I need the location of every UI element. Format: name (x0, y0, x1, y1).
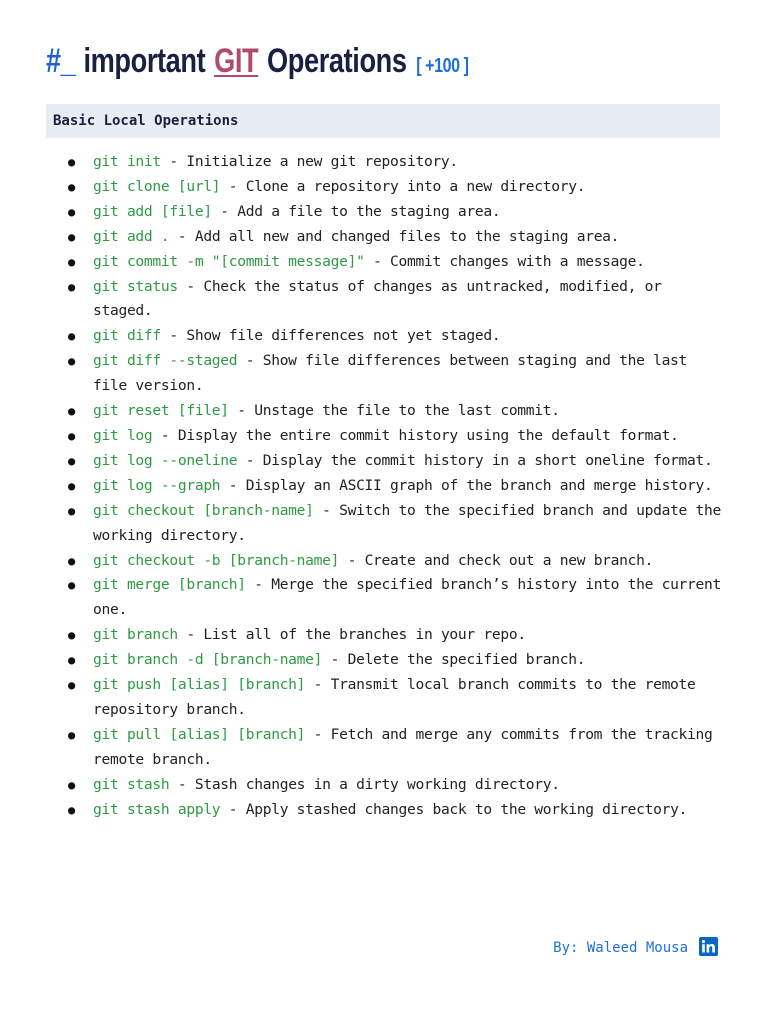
command-description: - Show file differences between staging and the last file version. (93, 352, 688, 395)
command-code: git push [alias] [branch] (93, 676, 306, 694)
command-description: - Commit changes with a message. (364, 252, 645, 270)
command-list-item (93, 225, 721, 250)
command-code: git checkout [branch-name] (93, 501, 314, 519)
command-description: - Unstage the file to the last commit. (228, 402, 560, 420)
command-description: - Merge the specified branch’s history into the current one. (93, 576, 721, 619)
command-list-item (93, 399, 721, 424)
command-description: - Fetch and merge any commits from the tracking remote branch. (93, 725, 713, 768)
title-word-git: GIT (214, 42, 259, 80)
command-code: git status (93, 277, 178, 295)
command-description: - Add a file to the staging area. (211, 202, 501, 220)
author-byline: By: Waleed Mousa (553, 940, 688, 956)
command-list-item (93, 648, 721, 673)
title-hash: #_ (46, 42, 76, 80)
command-list-item (93, 723, 721, 773)
command-list-item (93, 474, 721, 499)
command-code: git diff --staged (93, 352, 238, 370)
command-code: git branch (93, 626, 178, 644)
command-list-item (93, 549, 721, 574)
command-code: git add [file] (93, 202, 212, 220)
command-list-item (93, 449, 721, 474)
command-description: - Clone a repository into a new directory. (220, 177, 586, 195)
command-description: - Initialize a new git repository. (160, 153, 458, 170)
title-word-important: important (83, 42, 206, 80)
command-description: - Display an ASCII graph of the branch and merge history. (220, 476, 713, 494)
command-list-item (93, 573, 721, 623)
command-description: - Display the commit history in a short oneline format. (237, 451, 713, 469)
section-title: Basic Local Operations (53, 113, 239, 129)
command-description: - Switch to the specified branch and update the working directory. (93, 501, 721, 544)
command-list-item (93, 424, 721, 449)
command-code: git log --graph (93, 476, 221, 494)
command-description: - Transmit local branch commits to the remote repository branch. (93, 676, 696, 718)
command-description: - Create and check out a new branch. (339, 551, 654, 569)
command-list-item (93, 200, 721, 225)
command-code: git log (93, 426, 153, 444)
command-list-item (93, 349, 721, 399)
command-code: git merge [branch] (93, 576, 246, 594)
command-description: - Apply stashed changes back to the working directory. (220, 800, 688, 818)
command-description: - Stash changes in a dirty working directory. (169, 775, 560, 793)
section-header (46, 104, 720, 138)
title-count-badge: [ +100 ] (416, 55, 469, 77)
page-title (46, 42, 469, 92)
command-code: git pull [alias] [branch] (93, 725, 306, 743)
command-list-item (93, 250, 721, 275)
command-description: - Show file differences not yet staged. (160, 327, 501, 345)
command-list (93, 150, 721, 822)
command-list-item (93, 773, 721, 798)
command-code: git add . (93, 227, 170, 245)
command-description: - Delete the specified branch. (322, 651, 586, 669)
command-list-item (93, 175, 721, 200)
command-description: - Add all new and changed files to the staging area. (169, 227, 620, 245)
command-code: git reset [file] (93, 402, 229, 420)
command-list-item (93, 150, 721, 175)
command-description: - List all of the branches in your repo. (177, 626, 526, 644)
command-code: git checkout -b [branch-name] (93, 551, 340, 569)
command-list-item (93, 673, 721, 723)
title-word-operations: Operations (267, 42, 407, 80)
linkedin-icon[interactable] (699, 937, 718, 956)
command-code: git stash (93, 775, 170, 793)
command-code: git log --oneline (93, 451, 238, 469)
command-list-item (93, 499, 721, 549)
command-code: git stash apply (93, 800, 221, 818)
command-list-item (93, 798, 721, 823)
command-list-item (93, 623, 721, 648)
command-list-item (93, 324, 721, 349)
command-code: git commit -m "[commit message]" (93, 252, 365, 270)
command-code: git clone [url] (93, 177, 221, 195)
command-code: git branch -d [branch-name] (93, 651, 323, 669)
command-code: git init (93, 153, 161, 170)
command-description: - Display the entire commit history using the default format. (152, 426, 679, 444)
command-code: git diff (93, 327, 161, 345)
command-description: - Check the status of changes as untracked, modified, or staged. (93, 277, 662, 320)
command-list-item (93, 275, 721, 325)
